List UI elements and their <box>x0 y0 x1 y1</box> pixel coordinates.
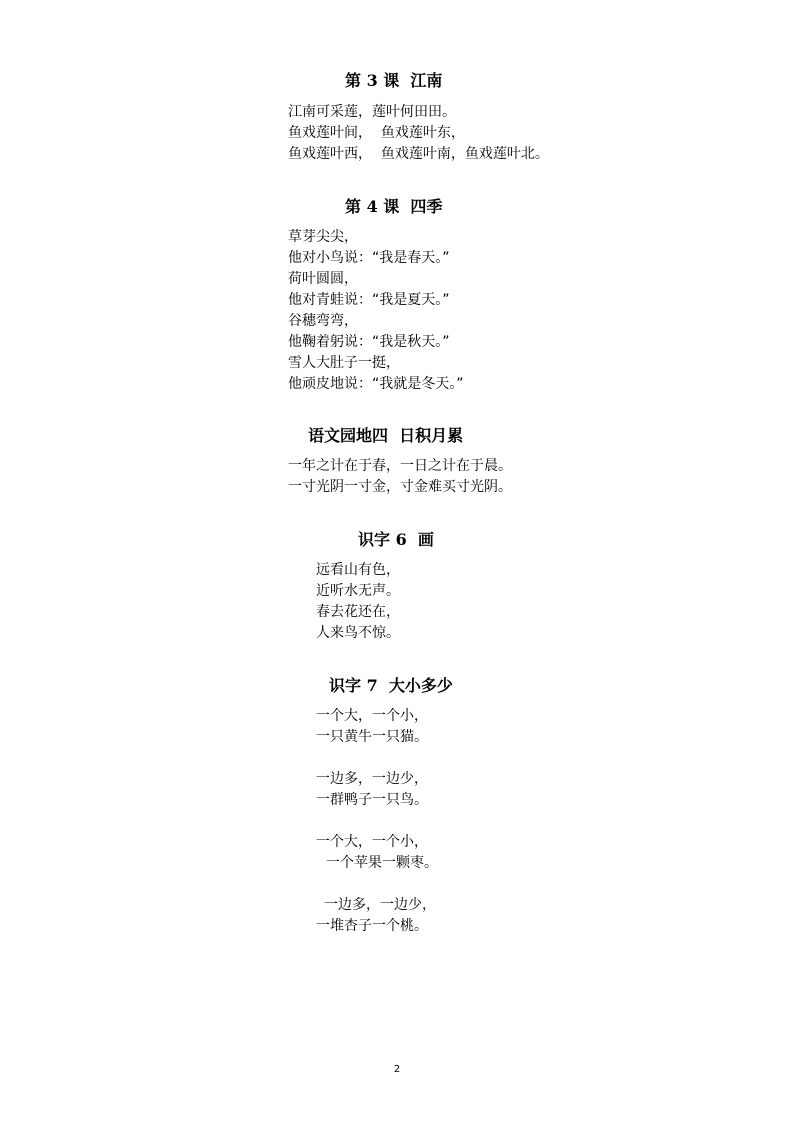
text-line: 一个大，一个小， <box>316 834 428 850</box>
text-line: 春去花还在， <box>316 604 400 620</box>
text-line: 雪人大肚子一挺， <box>288 355 400 371</box>
text-line: 他对青蛙说：“我是夏天。” <box>288 292 450 308</box>
literacy-6-title: 识字 6 画 <box>358 530 434 549</box>
text-line: 一寸光阴一寸金，寸金难买寸光阴。 <box>288 479 512 495</box>
text-line: 一堆杏子一个桃。 <box>316 918 428 934</box>
text-line: 一个大，一个小， <box>316 708 428 724</box>
lesson-3-section <box>288 71 549 165</box>
text-line: 一个苹果一颗枣。 <box>326 855 438 871</box>
text-line: 他对小鸟说：“我是春天。” <box>288 250 450 266</box>
page-number: 2 <box>393 1064 401 1075</box>
text-line: 近听水无声。 <box>316 583 400 599</box>
lesson-4-title: 第 4 课 四季 <box>345 197 443 216</box>
text-line: 人来鸟不惊。 <box>316 625 400 641</box>
literacy-7-section <box>316 676 453 937</box>
text-line: 草芽尖尖， <box>288 229 358 245</box>
lesson-4-section <box>288 197 464 395</box>
lesson-3-title: 第 3 课 江南 <box>345 71 443 90</box>
text-line: 鱼戏莲叶间， 鱼戏莲叶东， <box>288 125 465 141</box>
text-line: 他鞠着躬说：“我是秋天。” <box>288 334 450 350</box>
text-line: 一边多，一边少， <box>316 771 428 787</box>
text-line: 鱼戏莲叶西， 鱼戏莲叶南，鱼戏莲叶北。 <box>288 146 549 162</box>
literacy-7-title: 识字 7 大小多少 <box>329 676 453 695</box>
text-line: 谷穗弯弯， <box>288 313 358 329</box>
text-line: 一年之计在于春，一日之计在于晨。 <box>288 458 512 474</box>
text-line: 江南可采莲，莲叶何田田。 <box>288 104 456 120</box>
text-line: 他顽皮地说：“我就是冬天。” <box>288 376 464 392</box>
text-line: 远看山有色， <box>316 562 400 578</box>
garden-4-title: 语文园地四 日积月累 <box>308 426 464 445</box>
literacy-6-section <box>316 530 434 644</box>
text-line: 一群鸭子一只鸟。 <box>316 792 428 808</box>
text-line: 荷叶圆圆， <box>288 271 358 287</box>
garden-4-section <box>288 426 512 498</box>
text-line: 一边多，一边少， <box>324 897 436 913</box>
text-line: 一只黄牛一只猫。 <box>316 729 428 745</box>
